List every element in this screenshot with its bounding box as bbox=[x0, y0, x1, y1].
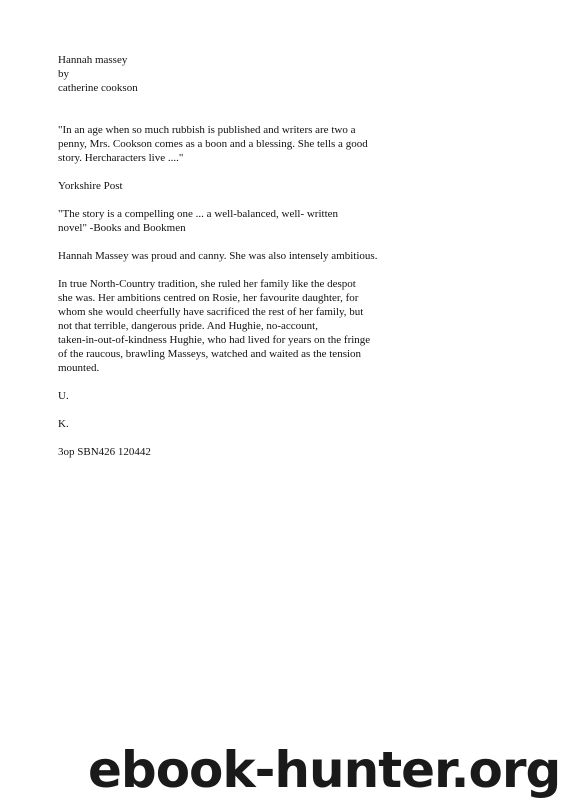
document-page bbox=[58, 53, 388, 459]
spacer bbox=[58, 193, 388, 207]
book-title: Hannah massey bbox=[58, 54, 128, 66]
review-quote-2-line: "The story is a compelling one ... a well-balanced, well- written bbox=[58, 208, 339, 220]
summary-line: not that terrible, dangerous pride. And Hughie, no-account, bbox=[58, 320, 318, 332]
summary-paragraph-1: Hannah Massey was proud and canny. She was also intensely ambitious. bbox=[58, 250, 378, 262]
summary-line: whom she would cheerfully have sacrificed the rest of her family, but bbox=[58, 306, 364, 318]
spacer bbox=[58, 431, 388, 445]
review-quote-1 bbox=[58, 123, 388, 165]
summary-line: she was. Her ambitions centred on Rosie, her favourite daughter, for bbox=[58, 292, 359, 304]
byline-by: by bbox=[58, 68, 69, 80]
spacer bbox=[58, 109, 388, 123]
spacer bbox=[58, 375, 388, 389]
spacer bbox=[58, 235, 388, 249]
summary-line: of the raucous, brawling Masseys, watched and waited as the tension bbox=[58, 348, 362, 360]
review-quote-2 bbox=[58, 207, 388, 235]
summary-paragraph-2 bbox=[58, 277, 388, 375]
review-source-1: Yorkshire Post bbox=[58, 180, 123, 192]
review-quote-1-line: story. Hercharacters live ...." bbox=[58, 152, 184, 164]
country-letter-k: K. bbox=[58, 418, 69, 430]
summary-line: mounted. bbox=[58, 362, 100, 374]
summary-line: taken-in-out-of-kindness Hughie, who had lived for years on the fringe bbox=[58, 334, 371, 346]
author-name: catherine cookson bbox=[58, 82, 138, 94]
isbn-code: 3op SBN426 120442 bbox=[58, 446, 151, 458]
spacer bbox=[58, 263, 388, 277]
review-quote-1-line: "In an age when so much rubbish is published and writers are two a bbox=[58, 124, 356, 136]
review-quote-1-line: penny, Mrs. Cookson comes as a boon and a blessing. She tells a good bbox=[58, 138, 368, 150]
summary-line: In true North-Country tradition, she ruled her family like the despot bbox=[58, 278, 356, 290]
spacer bbox=[58, 165, 388, 179]
review-quote-2-line: novel" -Books and Bookmen bbox=[58, 222, 186, 234]
spacer bbox=[58, 403, 388, 417]
spacer bbox=[58, 95, 388, 109]
country-letter-u: U. bbox=[58, 390, 69, 402]
watermark: ebook-hunter.org bbox=[88, 741, 561, 799]
